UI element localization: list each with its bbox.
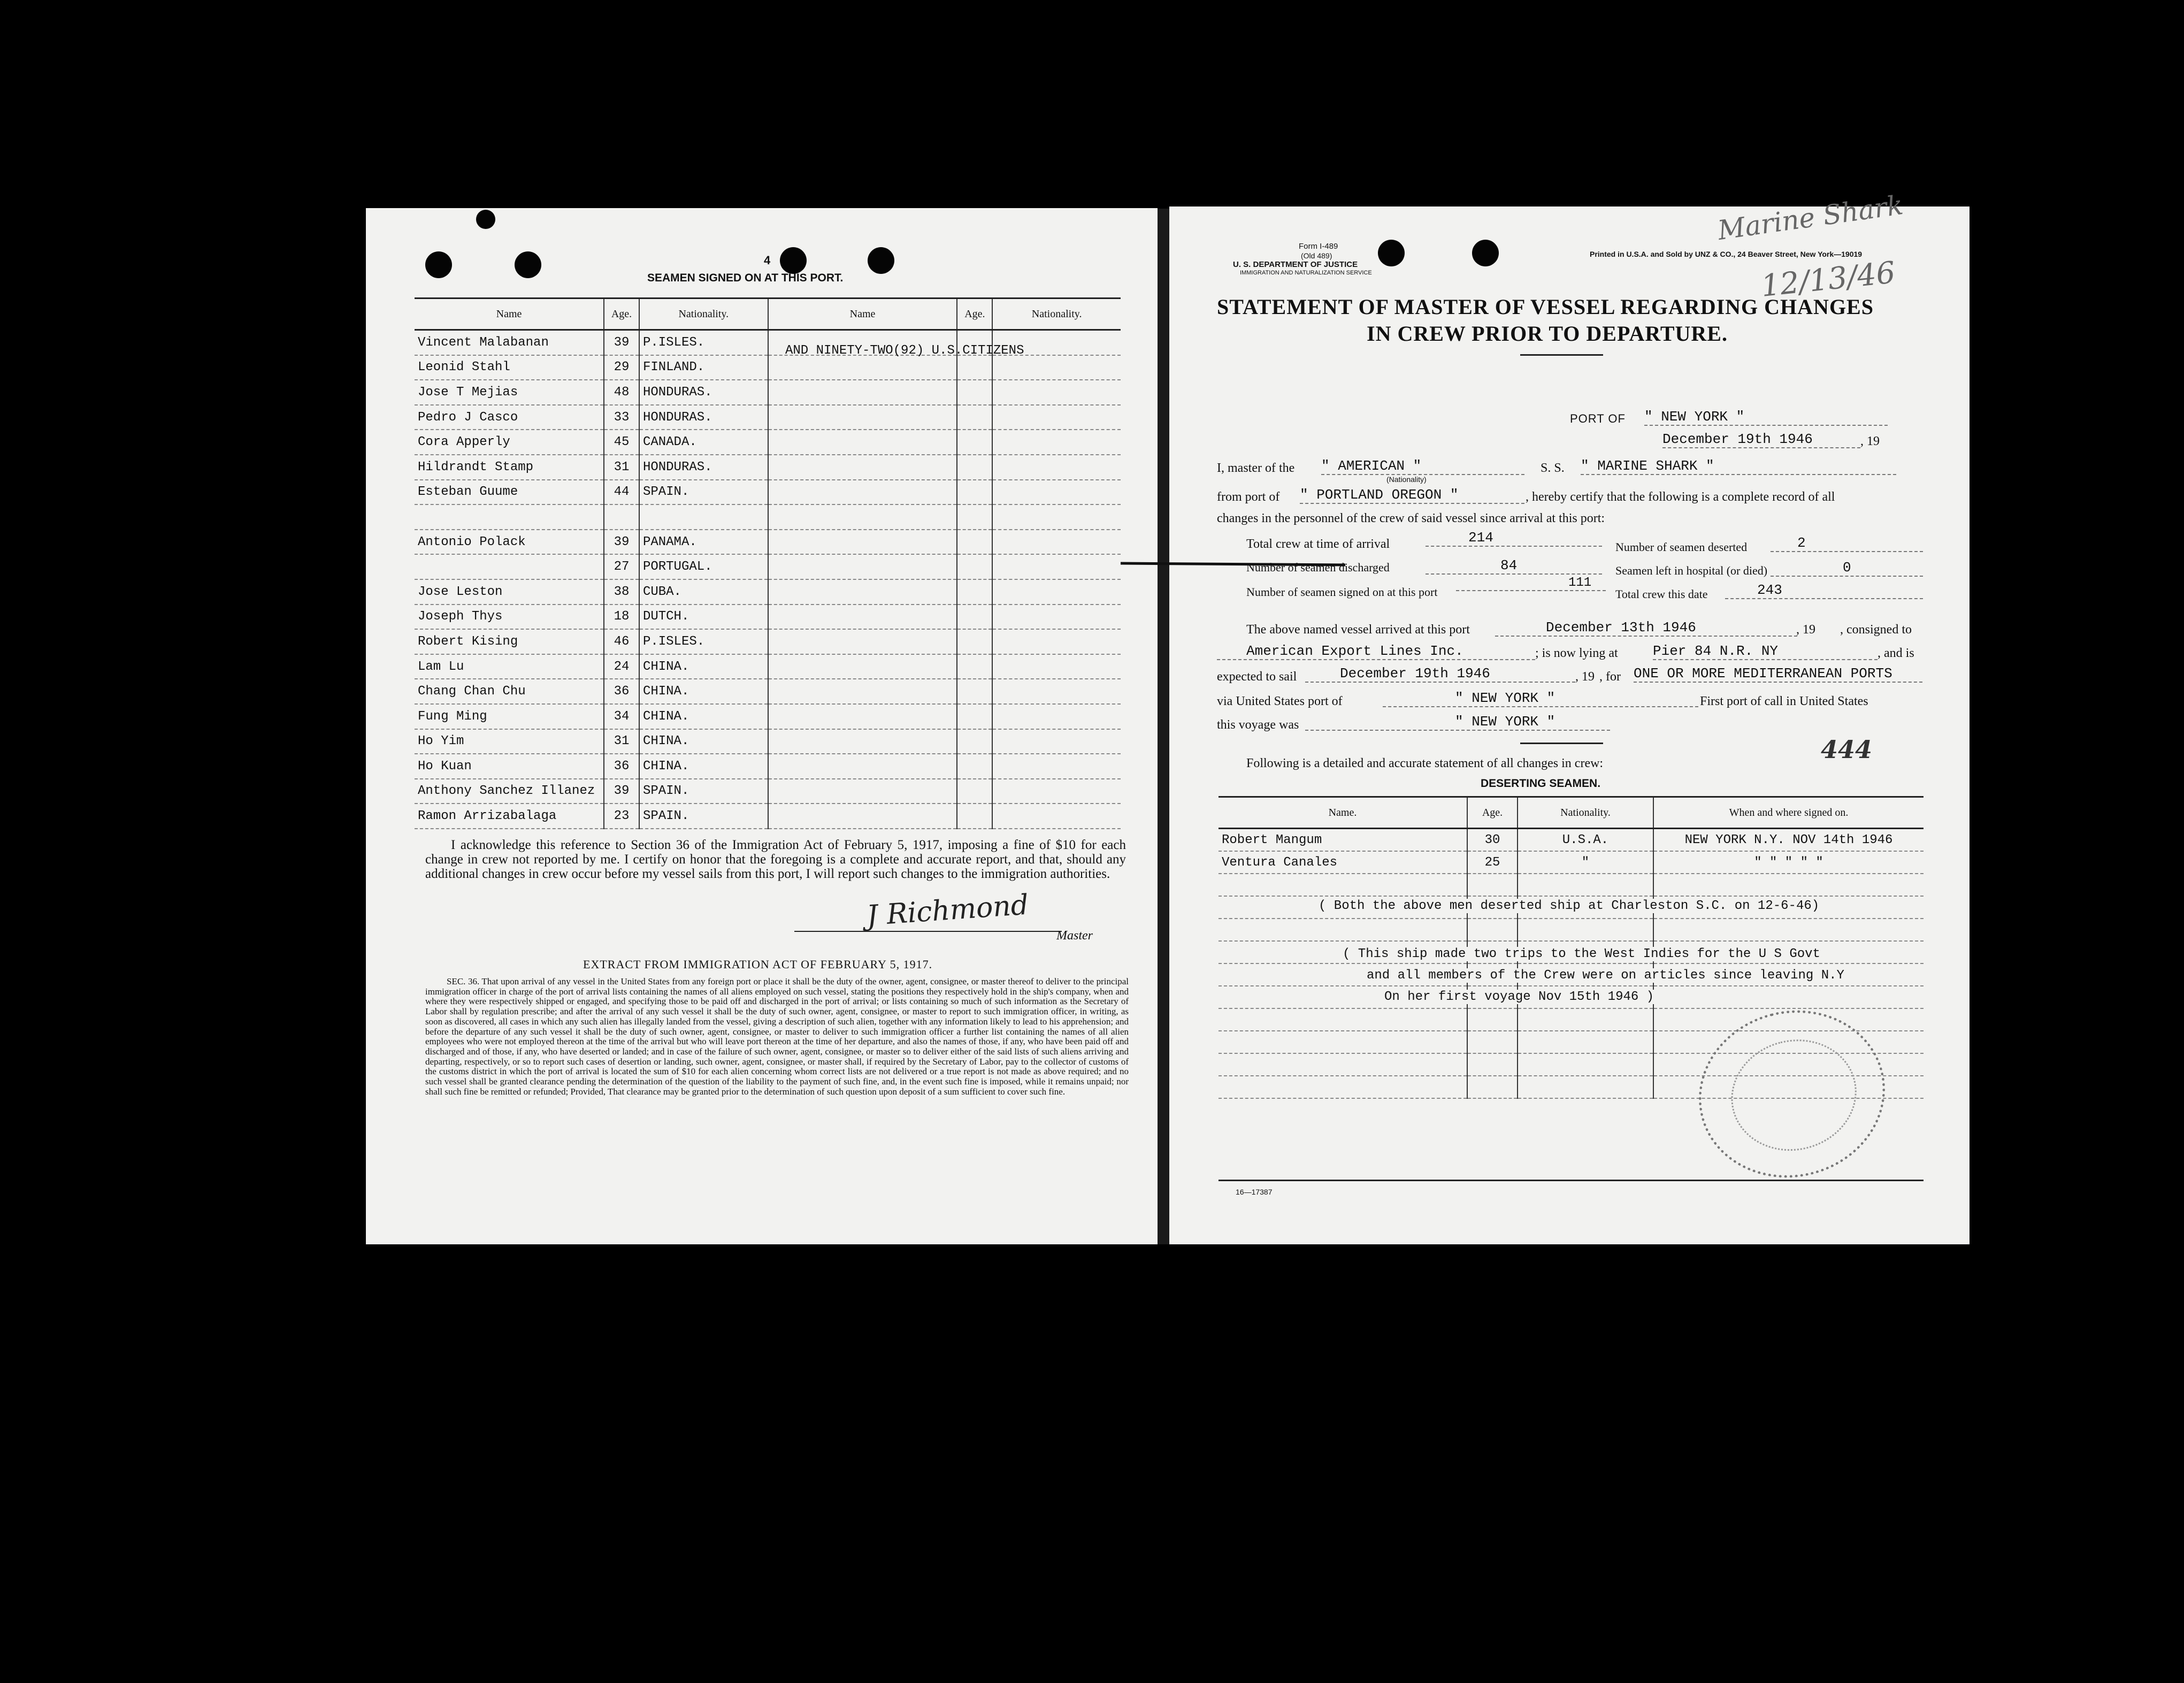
crew-name: Ramon Arrizabalaga [415,804,604,829]
nationality-value: " AMERICAN " [1321,458,1524,475]
crew-name-2 [768,380,957,405]
desert-signed: " " " " " [1653,851,1924,874]
discharged-value: 84 [1426,557,1602,575]
desert-signed [1653,919,1924,941]
desert-age [1467,1053,1518,1076]
crew-name: Lam Lu [415,654,604,679]
crew-nationality-2 [992,804,1121,829]
crew-name-2 [768,804,957,829]
table-row [1219,829,1924,852]
first-port-label: First port of call in United States [1700,694,1868,708]
deserting-seamen-heading: DESERTING SEAMEN. [1481,777,1601,790]
deserted-label: Number of seamen deserted [1615,540,1748,554]
crew-name: Esteban Guume [415,480,604,505]
printer-note: Printed in U.S.A. and Sold by UNZ & CO., 24 Beaver Street, New York—19019 [1590,250,1863,258]
desert-name [1219,919,1467,941]
date-value: December 19th 1946 [1662,431,1860,448]
via-port-value: " NEW YORK " [1383,690,1698,707]
crew-name-2 [768,754,957,779]
desert-name: Ventura Canales [1219,851,1467,874]
crew-age-2 [957,405,992,430]
crew-nationality-2 [992,579,1121,605]
crew-age-2 [957,430,992,455]
desert-col-age: Age. [1467,797,1518,829]
crew-name: Antonio Polack [415,530,604,555]
crew-nationality-2 [992,355,1121,380]
crew-nationality: HONDURAS. [639,380,768,405]
crew-age-2 [957,629,992,654]
destination-value: ONE OR MORE MEDITERRANEAN PORTS [1634,665,1922,683]
crew-name-2 [768,480,957,505]
crew-age-2 [957,654,992,679]
crew-name [415,554,604,579]
crew-nationality-2 [992,430,1121,455]
crew-name-2 [768,729,957,754]
crew-age-2 [957,455,992,480]
master-of-label: I, master of the [1217,461,1295,475]
crew-age [604,504,639,530]
master-signature: J Richmond [865,889,1030,932]
service-name: IMMIGRATION AND NATURALIZATION SERVICE [1240,270,1372,276]
crew-name-2 [768,455,957,480]
crew-nationality: CHINA. [639,679,768,704]
desert-age: 30 [1467,829,1518,852]
crew-age-2 [957,804,992,829]
crew-nationality: CHINA. [639,754,768,779]
table-row [415,579,1121,605]
desert-nationality [1518,1053,1653,1076]
punch-hole [476,210,495,229]
handwritten-number: 444 [1821,735,1873,764]
crew-age: 46 [604,629,639,654]
consignee-value: American Export Lines Inc. [1217,643,1535,660]
crew-name: Chang Chan Chu [415,679,604,704]
crew-age-2 [957,704,992,729]
desert-nationality: U.S.A. [1518,829,1653,852]
desert-age [1467,1076,1518,1098]
lying-label: ; is now lying at [1535,646,1618,660]
master-label: Master [1056,929,1093,943]
crew-age: 31 [604,455,639,480]
table-row [415,654,1121,679]
table-row [415,430,1121,455]
crew-nationality: PANAMA. [639,530,768,555]
form-number: Form I-489 [1299,242,1338,251]
table-row [1219,851,1924,874]
crew-name: Anthony Sanchez Illanez [415,779,604,804]
crew-age: 39 [604,779,639,804]
crew-name: Jose Leston [415,579,604,605]
crew-age-2 [957,679,992,704]
desert-age [1467,919,1518,941]
crew-name: Ho Yim [415,729,604,754]
page-number: 4 [764,254,771,267]
table-row [1219,874,1924,896]
ss-label: S. S. [1541,461,1565,475]
crew-nationality: SPAIN. [639,779,768,804]
crew-nationality-2 [992,530,1121,555]
crew-age: 18 [604,605,639,630]
crew-nationality-2 [992,455,1121,480]
crew-age: 29 [604,355,639,380]
crew-nationality-2 [992,554,1121,579]
desert-nationality [1518,1031,1653,1053]
crew-nationality: HONDURAS. [639,455,768,480]
sail-suffix: , 19 [1575,670,1595,684]
table-row [415,779,1121,804]
expected-label: expected to sail [1217,670,1297,684]
crew-name: Fung Ming [415,704,604,729]
crew-age: 31 [604,729,639,754]
total-crew-date-label: Total crew this date [1615,587,1708,601]
voyage-port-value: " NEW YORK " [1305,714,1610,731]
desert-col-signed: When and where signed on. [1653,797,1924,829]
desert-signed: NEW YORK N.Y. NOV 14th 1946 [1653,829,1924,852]
total-crew-arrival-value: 214 [1426,530,1602,547]
port-of-value: " NEW YORK " [1644,409,1888,426]
crew-nationality: P.ISLES. [639,330,768,355]
crew-name: Vincent Malabanan [415,330,604,355]
crew-name-2 [768,679,957,704]
form-title-line-1: STATEMENT OF MASTER OF VESSEL REGARDING CHANGES [1217,295,1874,319]
crew-name-2 [768,504,957,530]
sail-date-value: December 19th 1946 [1305,665,1575,683]
table-row [415,629,1121,654]
table-row [415,729,1121,754]
col-age-2: Age. [957,299,992,330]
page-gutter [1158,209,1169,1244]
crew-name-2 [768,654,957,679]
crew-age: 48 [604,380,639,405]
crew-age: 34 [604,704,639,729]
crew-name: Leonid Stahl [415,355,604,380]
crew-nationality: CHINA. [639,704,768,729]
and-is-label: , and is [1878,646,1914,660]
date-suffix: , 19 [1860,434,1880,448]
voyage-rule [1520,743,1603,744]
crew-name: Ho Kuan [415,754,604,779]
crew-age: 36 [604,754,639,779]
following-label: Following is a detailed and accurate statement of all changes in crew: [1246,756,1604,770]
punch-hole [425,251,452,278]
footer-code: 16—17387 [1236,1188,1273,1196]
crew-name-2 [768,554,957,579]
desert-age [1467,1008,1518,1031]
crew-nationality: FINLAND. [639,355,768,380]
table-row [415,704,1121,729]
crew-age: 23 [604,804,639,829]
note-trips-line-3: On her first voyage Nov 15th 1946 ) [1384,990,1654,1004]
crew-nationality: DUTCH. [639,605,768,630]
table-row [415,405,1121,430]
extract-heading: EXTRACT FROM IMMIGRATION ACT OF FEBRUARY 5, 1917. [583,958,933,971]
nationality-caption: (Nationality) [1386,475,1427,484]
handwritten-date: 12/13/46 [1759,255,1897,304]
crew-age: 36 [604,679,639,704]
crew-name-2 [768,405,957,430]
crew-nationality: P.ISLES. [639,629,768,654]
certify-text: , hereby certify that the following is a complete record of all [1526,490,1835,504]
crew-name: Robert Kising [415,629,604,654]
seamen-signed-on-heading: SEAMEN SIGNED ON AT THIS PORT. [647,272,844,284]
crew-name: Jose T Mejias [415,380,604,405]
table-row [415,355,1121,380]
desert-name [1219,1008,1467,1031]
punch-hole [1472,240,1499,266]
crew-age: 44 [604,480,639,505]
crew-name [415,504,604,530]
arrived-label: The above named vessel arrived at this port [1246,623,1470,637]
desert-nationality [1518,874,1653,896]
table-row [415,504,1121,530]
consigned-label: , consigned to [1840,623,1912,637]
desert-col-nationality: Nationality. [1518,797,1653,829]
crew-age-2 [957,605,992,630]
desert-signed [1653,874,1924,896]
desert-age [1467,874,1518,896]
crew-nationality: SPAIN. [639,804,768,829]
crew-age-2 [957,504,992,530]
crew-age-2 [957,729,992,754]
form-title-line-2: IN CREW PRIOR TO DEPARTURE. [1367,322,1728,346]
department-name: U. S. DEPARTMENT OF JUSTICE [1233,260,1358,269]
crew-name-2 [768,704,957,729]
crew-nationality: SPAIN. [639,480,768,505]
seamen-signed-on-table [415,297,1121,829]
hospital-value: 0 [1771,560,1923,577]
crew-nationality-2 [992,704,1121,729]
bottom-rule [1219,1180,1924,1181]
crew-name-2 [768,579,957,605]
punch-hole [868,247,894,274]
crew-age-2 [957,480,992,505]
crew-nationality [639,504,768,530]
note-trips-line-1: ( This ship made two trips to the West Indies for the U S Govt [1343,947,1820,961]
arrived-date-value: December 13th 1946 [1495,619,1797,637]
crew-age-2 [957,554,992,579]
arrived-suffix: , 19 [1796,623,1815,637]
crew-age: 27 [604,554,639,579]
vessel-name-value: " MARINE SHARK " [1581,458,1896,475]
table-row [1219,919,1924,941]
voyage-label: this voyage was [1217,718,1299,732]
crew-nationality: CHINA. [639,654,768,679]
discharged-label: Number of seamen discharged [1246,561,1390,574]
signed-on-label: Number of seamen signed on at this port [1246,585,1438,599]
crew-age-2 [957,754,992,779]
crew-name: Joseph Thys [415,605,604,630]
punch-hole [1378,240,1405,266]
crew-name: Hildrandt Stamp [415,455,604,480]
changes-text: changes in the personnel of the crew of said vessel since arrival at this port: [1217,511,1605,525]
crew-nationality-2 [992,629,1121,654]
for-label: , for [1599,670,1621,684]
signed-on-value: 111 [1456,576,1606,591]
from-port-value: " PORTLAND OREGON " [1300,487,1524,504]
punch-hole [515,251,541,278]
desert-name [1219,1031,1467,1053]
crew-nationality-2 [992,779,1121,804]
master-signature-line [794,931,1062,932]
crew-age: 39 [604,330,639,355]
desert-nationality: " [1518,851,1653,874]
crew-age: 33 [604,405,639,430]
crew-age: 45 [604,430,639,455]
col-name-2: Name [768,299,957,330]
desert-signed [1653,986,1924,1008]
acknowledgement-text: I acknowledge this reference to Section 36 of the Immigration Act of February 5, 1917, imposing a fine of $10 for each change in crew not reported by me. I certify on honor that the foregoing is a complete and accurate report, and that, should any additional changes in crew occur before my vessel sails from this port, I will report such changes to the immigration authorities. [425,838,1126,881]
desert-nationality [1518,1008,1653,1031]
desert-nationality [1518,1076,1653,1098]
crew-nationality-2 [992,380,1121,405]
title-rule [1520,354,1603,356]
desert-name: Robert Mangum [1219,829,1467,852]
from-port-label: from port of [1217,490,1280,504]
deserted-value: 2 [1771,535,1923,552]
table-row [415,455,1121,480]
crew-name-2 [768,355,957,380]
crew-nationality-2 [992,504,1121,530]
crew-age-2 [957,530,992,555]
col-nationality: Nationality. [639,299,768,330]
crew-nationality-2 [992,654,1121,679]
lying-at-value: Pier 84 N.R. NY [1653,643,1878,660]
port-of-label: PORT OF [1570,412,1626,425]
extract-body: SEC. 36. That upon arrival of any vessel in the United States from any foreign port or place it shall be the duty of the owner, agent, consignee, or master thereof to deliver to the principal immigration officer in charge of the port of arrival lists containing the names of all aliens employed on such vessel, stating the positions they respectively hold in the ship's company, when and where they were respectively shipped or engaged, and specifying those to be paid off and discharged in the port of arrival; or lists containing so much of such information as the Secretary of Labor shall by regulation prescribe; and after the arrival of any such vessel it shall be the duty of such owner, agent, consignee, or master to report to such immigration officer, in writing, as soon as discovered, all cases in which any such alien has illegally landed from the vessel, giving a description of such alien, together with any information likely to lead to his apprehension; and before the departure of any such vessel it shall be the duty of such owner, agent, consignee, or master to deliver to such immigration officer a further list containing the names of all alien employees who were not employed thereon at the time of the arrival but who will leave port thereon at the time of her departure, and also the names of those, if any, who have been paid off and discharged and of those, if any, who have deserted or landed; and in case of the failure of such owner, agent, consignee, or master so to deliver either of the said lists of such aliens arriving and departing, respectively, or so to report such cases of desertion or landing, such owner, agent, consignee, or master shall, if required by the Secretary of Labor, pay to the collector of customs of the customs district in which the port of arrival is located the sum of $10 for each alien concerning whom correct lists are not delivered or a true report is not made as above required; and no such vessel shall be granted clearance pending the determination of the question of the liability to the payment of such fine, and, in the event such fine is imposed, while it remains unpaid; nor shall such fine be remitted or refunded; Provided, That clearance may be granted prior to the determination of such question upon deposit of a sum sufficient to cover such fine. [425,976,1129,1097]
via-label: via United States port of [1217,694,1343,708]
crew-age-2 [957,380,992,405]
table-row [415,530,1121,555]
crew-age-2 [957,355,992,380]
crew-age-2 [957,579,992,605]
crew-name-2 [768,779,957,804]
crew-name-2 [768,629,957,654]
crew-nationality-2 [992,679,1121,704]
desert-name [1219,874,1467,896]
crew-nationality-2 [992,405,1121,430]
desert-name [1219,1076,1467,1098]
crew-age: 39 [604,530,639,555]
crew-name-2 [768,430,957,455]
crew-age: 24 [604,654,639,679]
note-trips-line-2: and all members of the Crew were on articles since leaving N.Y [1367,968,1844,983]
crew-nationality-2 [992,729,1121,754]
total-crew-arrival-label: Total crew at time of arrival [1246,537,1390,551]
crew-nationality: CHINA. [639,729,768,754]
table-row [415,605,1121,630]
table-row [415,679,1121,704]
table-row [415,554,1121,579]
crew-name: Pedro J Casco [415,405,604,430]
desert-col-name: Name. [1219,797,1467,829]
crew-nationality: PORTUGAL. [639,554,768,579]
crew-nationality: CUBA. [639,579,768,605]
crew-name: Cora Apperly [415,430,604,455]
desert-age: 25 [1467,851,1518,874]
col-name: Name [415,299,604,330]
crew-age: 38 [604,579,639,605]
note-deserted: ( Both the above men deserted ship at Charleston S.C. on 12-6-46) [1319,899,1820,913]
crew-nationality-2 [992,754,1121,779]
crew-age-2 [957,779,992,804]
handwritten-vessel-name: Marine Shark [1715,189,1905,247]
table-row [415,480,1121,505]
crew-nationality-2 [992,605,1121,630]
desert-age [1467,1031,1518,1053]
table-row [415,380,1121,405]
total-crew-date-value: 243 [1725,582,1923,599]
desert-nationality [1518,919,1653,941]
old-form-number: (Old 489) [1301,251,1332,260]
crew-name-2 [768,530,957,555]
col-age: Age. [604,299,639,330]
table-row [415,754,1121,779]
hospital-label: Seamen left in hospital (or died) [1615,564,1768,577]
crew-nationality: HONDURAS. [639,405,768,430]
us-citizens-note: AND NINETY-TWO(92) U.S.CITIZENS [785,343,1024,358]
col-nationality-2: Nationality. [992,299,1121,330]
table-row [415,804,1121,829]
crew-nationality: CANADA. [639,430,768,455]
crew-name-2 [768,605,957,630]
punch-hole [780,247,807,274]
desert-name [1219,1053,1467,1076]
crew-nationality-2 [992,480,1121,505]
